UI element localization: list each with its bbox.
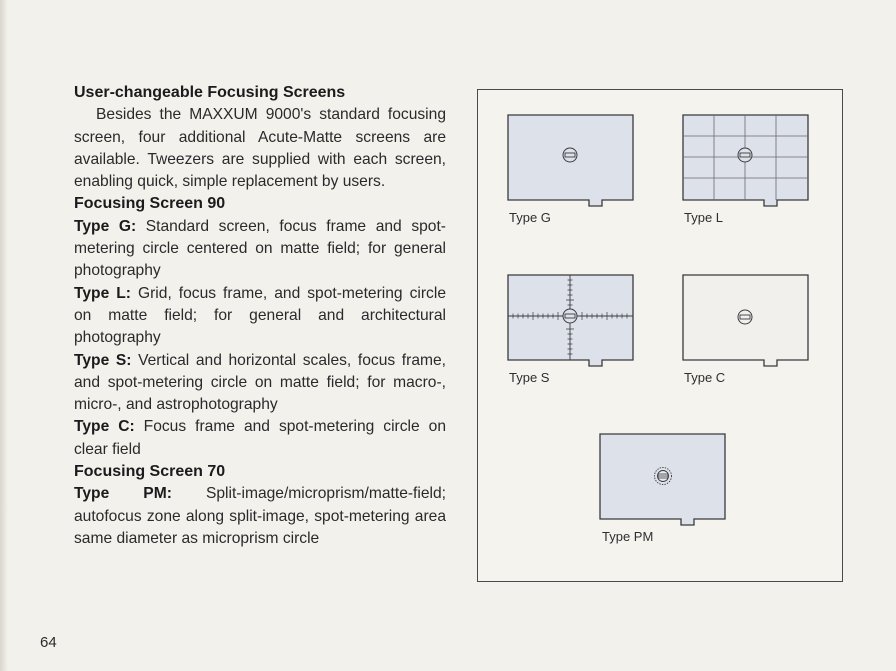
screen-type-l-illustration <box>682 114 810 208</box>
type-s-label: Type S: <box>74 351 132 369</box>
focusing-screens-figure <box>477 89 843 582</box>
intro-paragraph: Besides the MAXXUM 9000's standard focusing screen, four additional Acute-Matte screens are available. Tweezers are supplied with each screen, enabling quick, simple replacement by users. <box>74 106 446 191</box>
screen-70-heading: Focusing Screen 70 <box>74 463 226 481</box>
type-l-caption: Type L <box>684 210 724 225</box>
type-g-text: Standard screen, focus frame and spot-metering circle centered on matte field; for general photography <box>74 217 446 280</box>
type-l-text: Grid, focus frame, and spot-metering circle on matte field; for general and architectural photography <box>74 284 446 347</box>
text-column <box>74 82 446 550</box>
type-s-description <box>74 350 446 417</box>
type-s-text: Vertical and horizontal scales, focus frame, and spot-metering circle on matte field; for macro-, micro-, and astrophotography <box>74 351 446 414</box>
screen-type-pm-illustration <box>599 433 727 527</box>
type-s-caption: Type S <box>509 370 550 385</box>
type-g-description <box>74 216 446 283</box>
type-pm-label: Type PM: <box>74 485 172 503</box>
type-l-label: Type L: <box>74 284 131 302</box>
page-edge <box>0 0 8 671</box>
type-g-label: Type G: <box>74 217 137 235</box>
type-g-caption: Type G <box>509 210 551 225</box>
screen-type-c-illustration <box>682 274 810 368</box>
screen-90-heading: Focusing Screen 90 <box>74 195 226 213</box>
screen-type-g-illustration <box>507 114 635 208</box>
type-pm-text: Split-image/microprism/matte-field; autofocus zone along split-image, spot-metering area same diameter as microprism circle <box>74 485 446 547</box>
type-c-text: Focus frame and spot-metering circle on clear field <box>74 418 446 458</box>
section-title: User-changeable Focusing Screens <box>74 84 346 101</box>
type-pm-caption: Type PM <box>602 529 654 544</box>
screen-outline <box>508 115 633 206</box>
screen-type-s-illustration <box>507 274 635 368</box>
page-number: 64 <box>40 634 57 651</box>
type-c-label: Type C: <box>74 418 135 436</box>
type-l-description <box>74 283 446 350</box>
type-c-description <box>74 416 446 461</box>
type-pm-description <box>74 483 446 550</box>
type-c-caption: Type C <box>684 370 726 385</box>
screen-outline <box>683 275 808 366</box>
